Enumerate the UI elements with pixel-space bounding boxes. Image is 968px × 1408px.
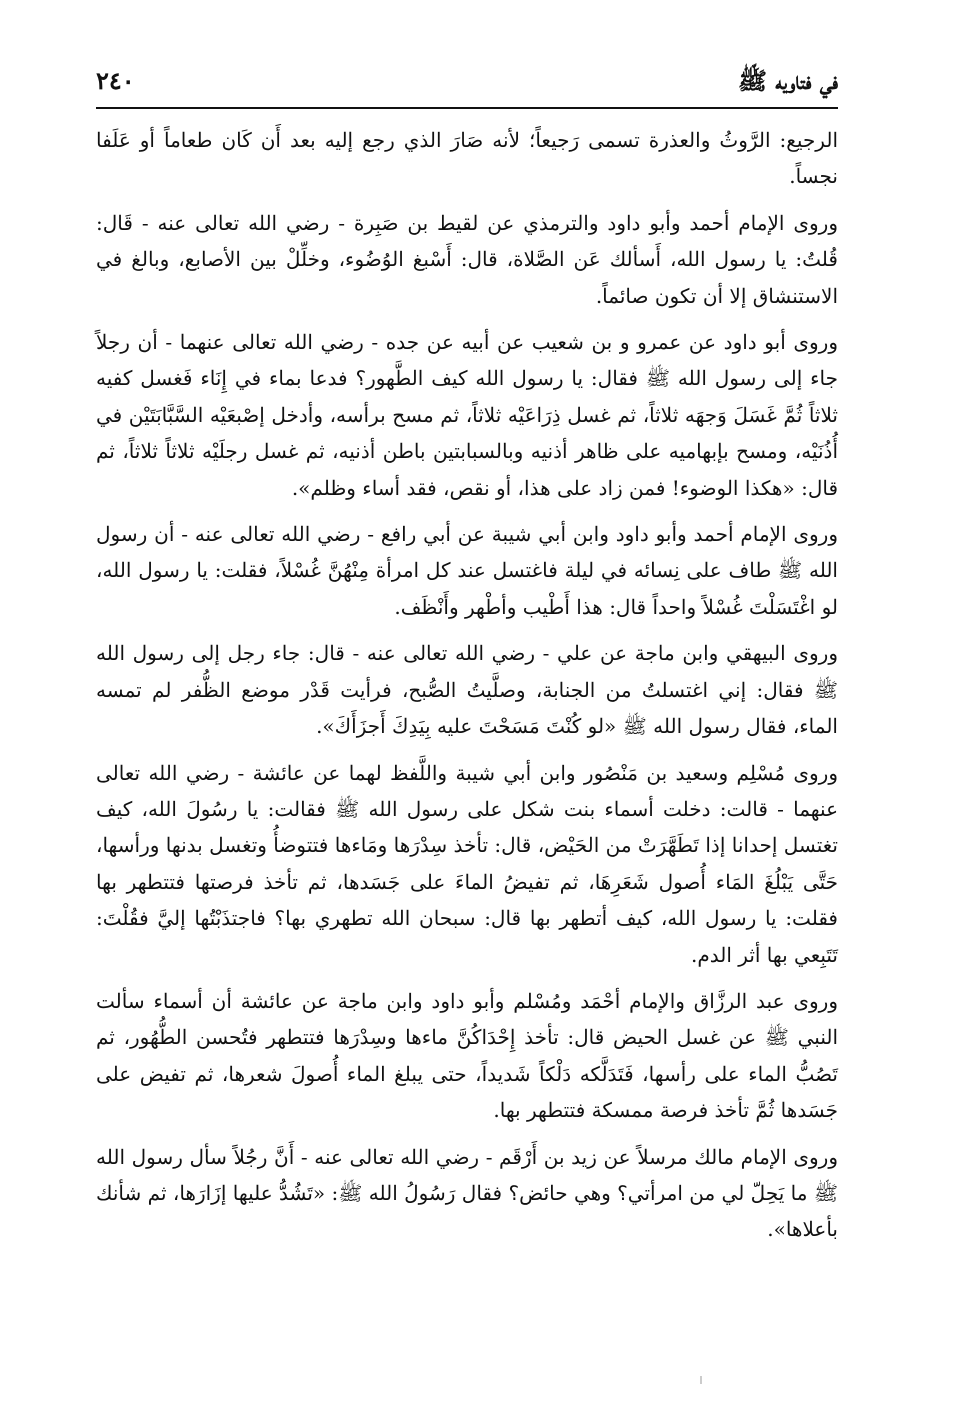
page-number: ٢٤٠ — [96, 66, 135, 95]
paragraph-laqit-hadith: وروى الإمام أحمد وأبو داود والترمذي عن لقيط بن صَبِرة - رضي الله تعالى عنه - قَال: قُلتُ: يا رسول الله، أَسألك عَن الصَّلاة، قال: أَسْبغ الوُضُوء، وخلِّلْ بين الأصابع، وبالغ في الاستنشاق إلا أن تكون صائماً. — [96, 210, 838, 308]
paragraph-ali-hadith: وروى البيهقي وابن ماجة عن علي - رضي الله تعالى عنه - قال: جاء رجل إلى رسول الله ﷺ فقال: إني اغتسلتُ من الجنابة، وصلَّيتُ الصُّبح، فرأيت قَدْر موضع الظُّفر لم تمسه الماء، فقال رسول الله ﷺ «لو كُنْتَ مَسَحْتَ عليه بِيَدِكَ أَجزَأَكَ». — [96, 641, 839, 739]
paragraph-amr-hadith: وروى أبو داود عن عمرو و بن شعيب عن أبيه عن جده - رضي الله تعالى عنهما - أن رجلاً جاء إلى رسول الله ﷺ فقال: يا رسول الله كيف الطَّهور؟ فدعا بماء في إِنَاء فَغسل كفيه ثلاثاً ثُمَّ غَسَلَ وَجهَه ثلاثاً، ثم غسل ذِرَاعَيْه ثلاثاً، ثم مسح برأسه، وأدخل إصْبعَيْه السَّبَّابَتَيْن في أُذُنَيْه، ومسح بإبهاميه على ظاهر أذنيه وبالسبابتين باطن أذنيه، ثم غسل رجلَيْه ثلاثاً ثلاثاً، ثم قال: «هكذا الوضوء! فمن زاد على هذا، أو نقص، فقد أساء وظلم». — [96, 330, 838, 500]
body-text — [96, 122, 838, 1258]
running-head — [96, 62, 838, 102]
paragraph-aisha-hadith-muslim: وروى مُسْلِم وسعيد بن مَنْصُور وابن أبي شيبة واللَّفظ لهما عن عائشة - رضي الله تعالى عنهما - قالت: دخلت أسماء بنت شكل على رسول الله ﷺ فقالت: يا رسُولَ الله، كيف تغتسل إحدانا إذا تَطَهَّرَتْ من الحَيْض، قال: تأخذ سِدْرَها ومَاءها فتتوضأُ وتغسل بدنها ورأسها، حَتَّى يَبْلُغَ المَاء أُصول شَعَرِهَا، ثم تفيضُ الماءَ على جَسَدها، ثم تأخذ فرصتها فتتطهر بها فقلت: يا رسول الله، كيف أتطهر بها قال: سبحان الله تطهري بها؟ فاجتذَبْتُها إليَّ فقُلْتَ: تَتَبِعي بها أثر الدم. — [96, 760, 838, 967]
paragraph-aisha-hadith-abdurrazzaq: وروى عبد الرزَّاق والإمام أحْمَد ومُسْلم وأبو داود وابن ماجة عن عائشة أن أسماء سألت النبي ﷺ عن غسل الحيض قال: تأخذ إِحْدَاكُنَّ ماءها وسِدْرَها فتتطهر فتُحسن الطُّهُور، ثم تَصُبُّ الماء على رأسها، فَتَدَلَّكه دَلْكاً شَديداً، حتى يبلغ الماء أُصولَ شعرها، ثم تفيض على جَسَدها ثُمَّ تأخذ فرصة ممسكة فتتطهر بها. — [96, 988, 838, 1123]
paragraph-zayd-hadith: وروى الإمام مالك مرسلاً عن زيد بن أَرْقَم - رضي الله تعالى عنه - أَنَّ رجُلاً سأل رسول الله ﷺ ما يَحِلّ لي من امرأتي؟ وهي حائض؟ فقال رَسُولُ الله ﷺ: «تَشُدُّ عليها إزَارَها، ثم شأنك بأعلاها». — [96, 1144, 838, 1242]
paragraph-rajee-definition: الرجيع: الرَّوثُ والعذرة تسمى رَجيعاً؛ لأنه صَارَ الذي رجع إليه بعد أَن كَان طعاماً أو عَلَفا نجساً. — [96, 128, 838, 189]
paragraph-abu-rafi-hadith: وروى الإمام أحمد وأبو داود وابن أبي شيبة عن أبي رافع - رضي الله تعالى عنه - أن رسول الله ﷺ طاف على نِسائه في ليلة فاغتسل عند كل امرأة مِنْهُنَّ غُسْلاً، فقلت: يا رسول الله، لو اغْتَسَلْتَ غُسْلاً واحداً قال: هذا أَطْيب وأطْهر وأَنْظَف. — [96, 522, 838, 619]
scan-mark — [700, 1376, 702, 1384]
running-head-title: في فتاويه ﷺ — [738, 66, 838, 95]
header-divider — [96, 107, 838, 109]
